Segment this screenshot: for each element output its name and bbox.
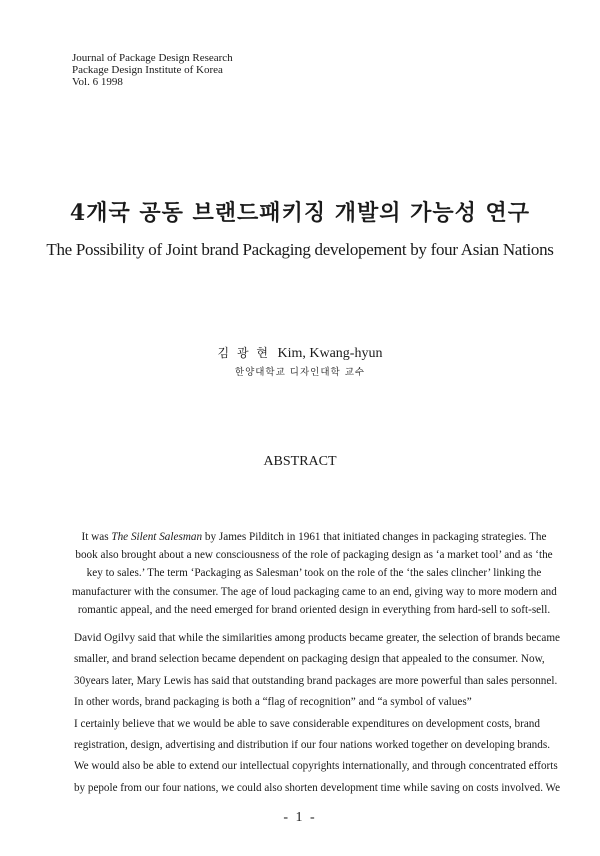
author-name-korean: 김 광 현 [217, 346, 270, 360]
journal-name: Journal of Package Design Research [72, 52, 233, 64]
author-line [0, 344, 600, 362]
abstract-paragraph-2 [74, 628, 560, 799]
paragraph-line: key to sales.’ The term ‘Packaging as Salesman’ took on the role of the ‘the sales clincher’ linking the [86, 567, 542, 580]
book-title: The Silent Salesman [111, 531, 203, 543]
page-number: - 1 - [283, 810, 317, 825]
paragraph-line: manufacturer with the consumer. The age of loud packaging came to an end, giving way to more modern and [72, 585, 557, 598]
journal-publisher: Package Design Institute of Korea [72, 64, 223, 76]
journal-info [72, 52, 233, 88]
paragraph-line: We would also be able to extend our intellectual copyrights internationally, and through concentrated efforts [74, 760, 558, 773]
paragraph-line: by pepole from our four nations, we could also shorten development time while saving on costs involved. We [74, 781, 561, 794]
paragraph-line: book also brought about a new consciousness of the role of packaging design as ‘a market tool’ and as ‘the [75, 549, 553, 562]
paragraph-line: David Ogilvy said that while the similarities among products became greater, the selection of brands became [74, 632, 560, 644]
text-run: by James Pilditch in 1961 that initiated changes in packaging strategies. The [202, 531, 547, 543]
paragraph-line: romantic appeal, and the need emerged for brand oriented design in everything from hard-sell to soft-sell. [77, 603, 551, 616]
author-affiliation: 한양대학교 디자인대학 교수 [234, 367, 366, 378]
text-run: It was [81, 531, 112, 543]
paragraph-line: I certainly believe that we would be able to save considerable expenditures on development costs, brand [74, 717, 540, 730]
paragraph-line [72, 528, 556, 546]
paragraph-line: smaller, and brand selection became dependent on packaging design that appealed to the consumer. Now, [74, 653, 545, 666]
abstract-heading: ABSTRACT [263, 454, 337, 469]
title-english: The Possibility of Joint brand Packaging developement by four Asian Nations [46, 240, 554, 259]
paragraph-line: 30years later, Mary Lewis has said that outstanding brand packages are more powerful than sales personnel. [74, 674, 558, 687]
paragraph-line: In other words, brand packaging is both a “flag of recognition” and “a symbol of values” [74, 696, 472, 709]
paragraph-line: registration, design, advertising and distribution if our four nations worked together on developing brands. [74, 739, 550, 752]
author-name-english: Kim, Kwang-hyun [277, 346, 383, 361]
title-korean: 4개국 공동 브랜드패키징 개발의 가능성 연구 [69, 200, 531, 226]
abstract-paragraph-1 [72, 528, 556, 619]
journal-volume: Vol. 6 1998 [72, 76, 123, 88]
